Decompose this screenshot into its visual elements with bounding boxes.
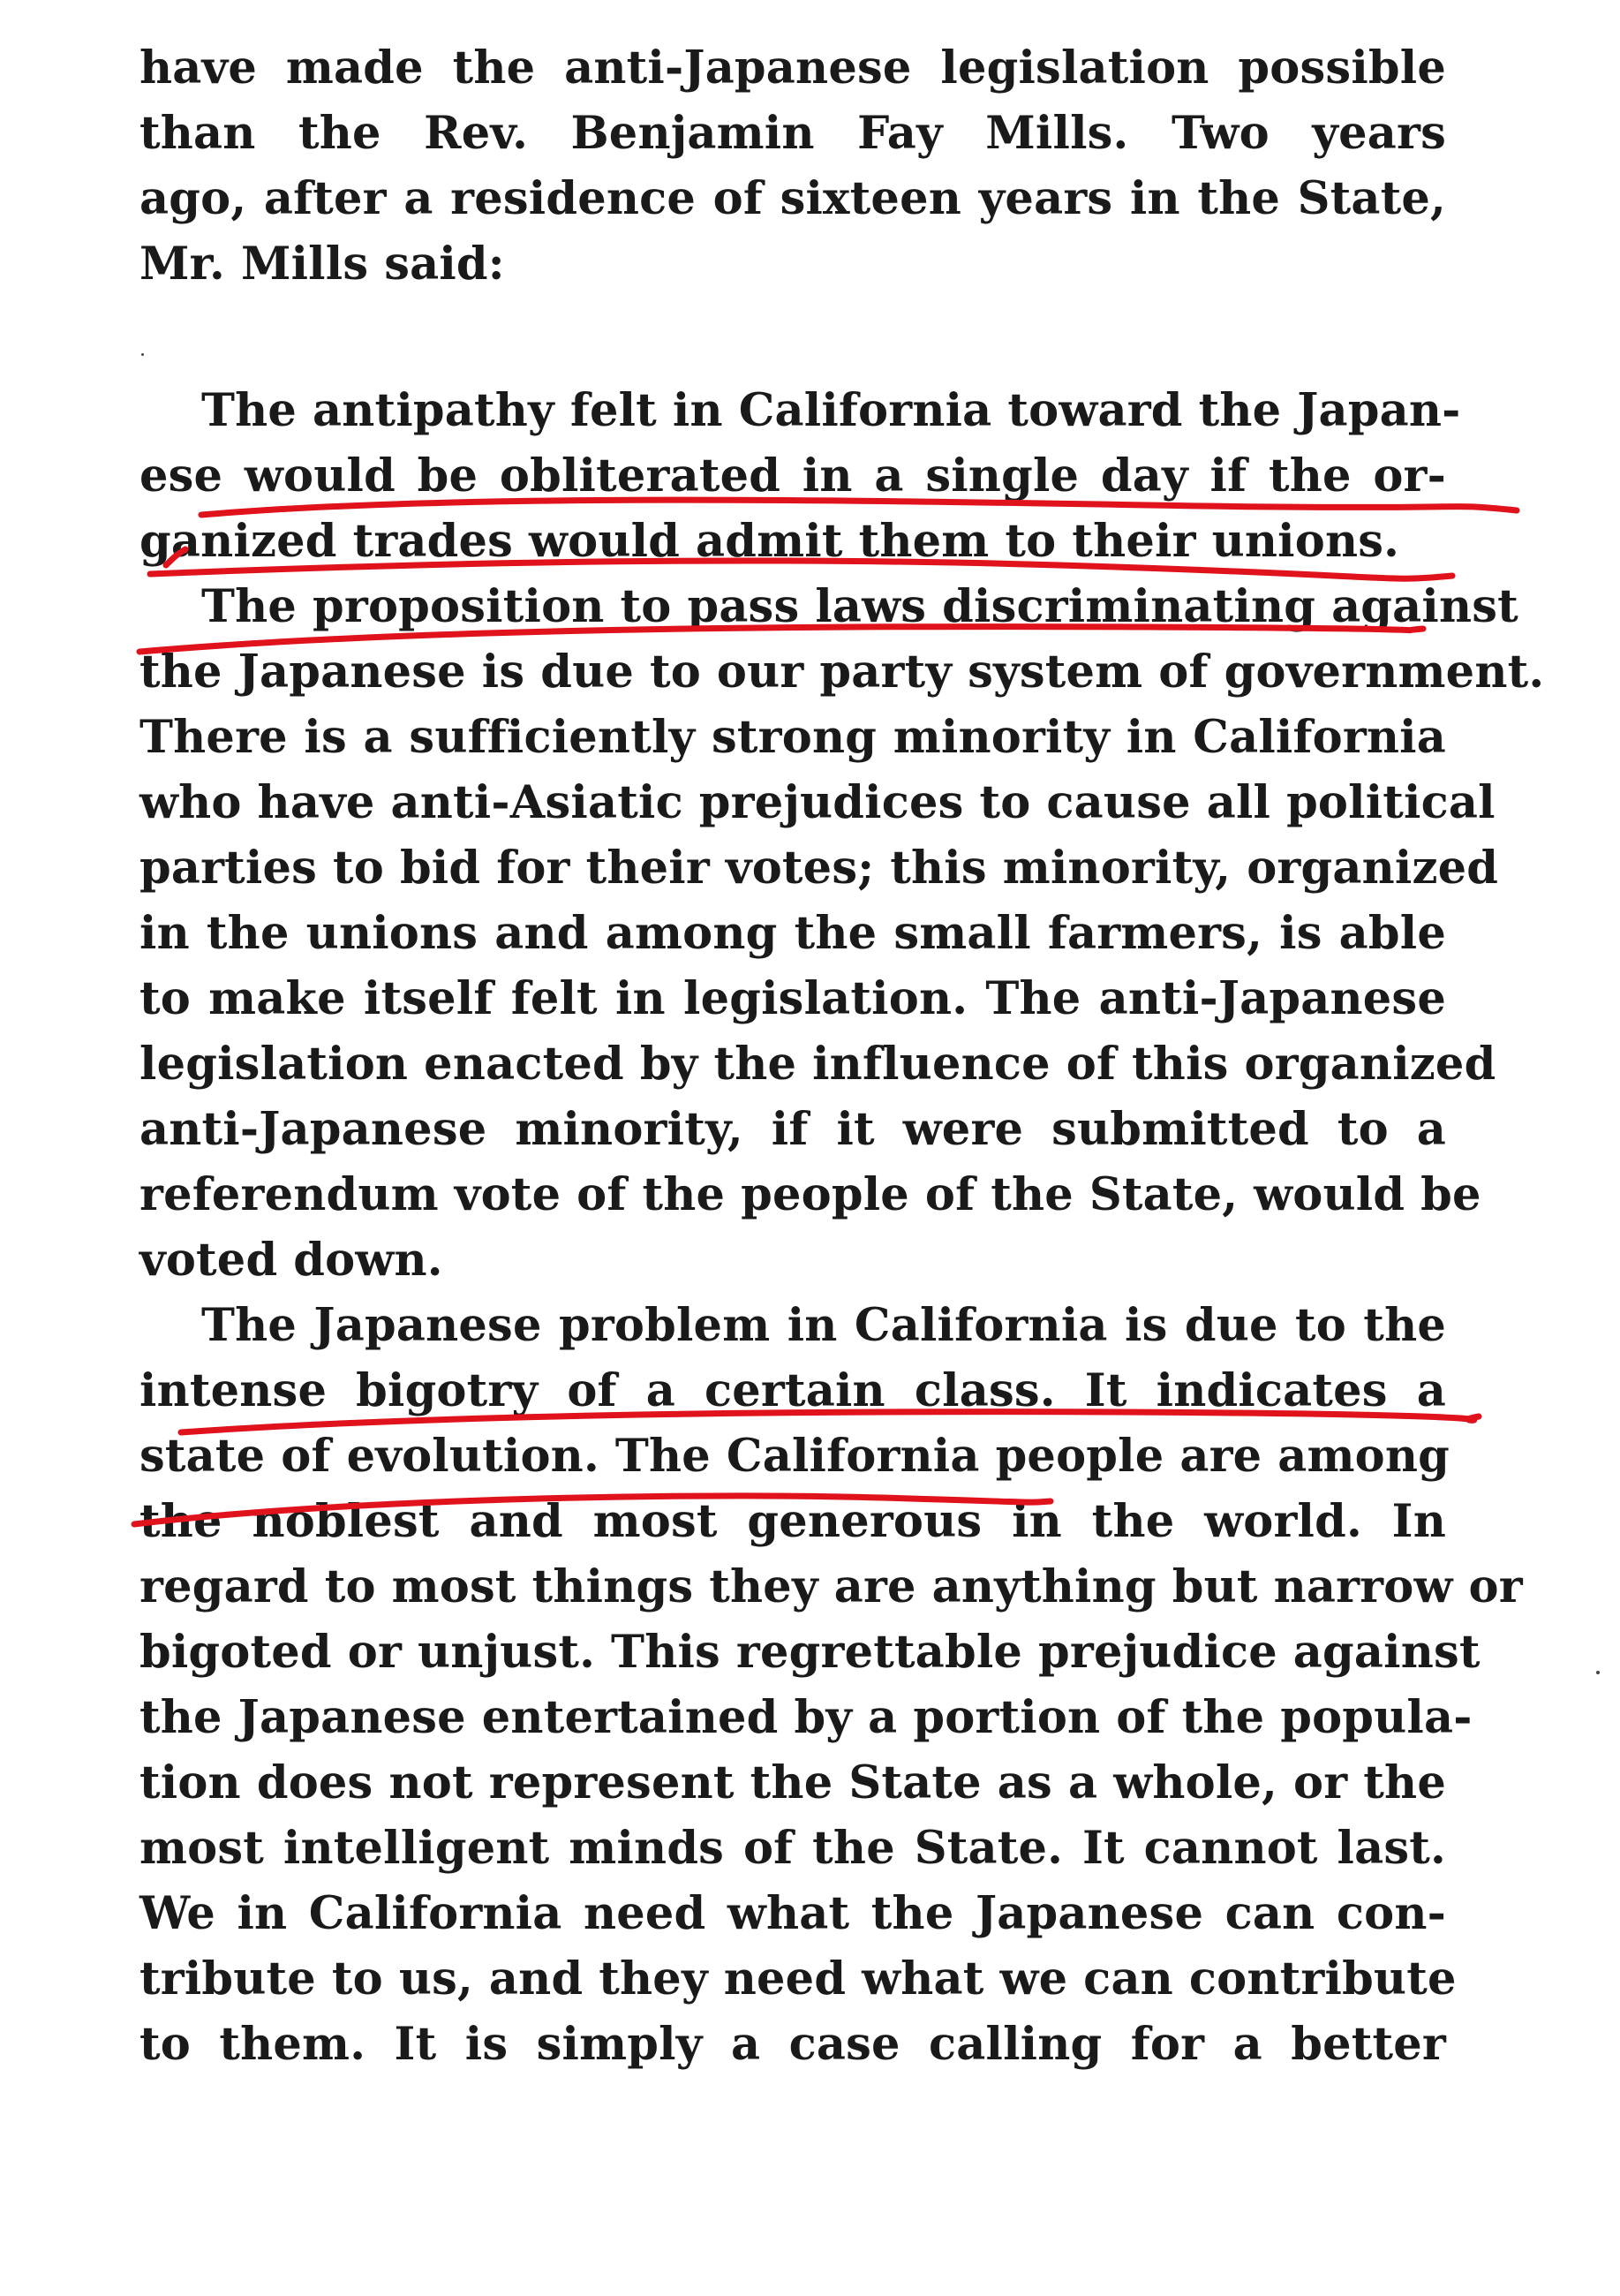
intro-paragraph <box>139 35 1446 297</box>
text-line: ago, after a residence of sixteen years in the State, <box>139 172 1446 225</box>
text-line: tion does not represent the State as a whole, or the <box>139 1756 1446 1809</box>
text-line: state of evolution. The California people are among <box>139 1430 1450 1483</box>
text-line: anti-Japanese minority, if it were submitted to a <box>139 1103 1446 1156</box>
text-line: We in California need what the Japanese can con- <box>139 1887 1446 1940</box>
text-line: most intelligent minds of the State. It cannot last. <box>139 1822 1446 1875</box>
text-line: the noblest and most generous in the world. In <box>139 1495 1446 1548</box>
text-line-underlined: The Japanese problem in California is due to the <box>201 1299 1446 1352</box>
text-line: than the Rev. Benjamin Fay Mills. Two years <box>139 107 1446 160</box>
text-line-underlined: The antipathy felt in California toward the Japan- <box>201 384 1461 437</box>
text-line: regard to most things they are anything but narrow or <box>139 1560 1523 1613</box>
text-line: legislation enacted by the influence of this organized <box>139 1038 1496 1091</box>
text-line: bigoted or unjust. This regrettable prejudice against <box>139 1626 1481 1679</box>
text-line: Mr. Mills said: <box>139 238 505 291</box>
text-line: the Japanese entertained by a portion of the popula- <box>139 1691 1473 1744</box>
text-line: to make itself felt in legislation. The anti-Japanese <box>139 972 1446 1025</box>
text-line: have made the anti-Japanese legislation possible <box>139 42 1446 94</box>
text-line: tribute to us, and they need what we can contribute <box>139 1952 1457 2005</box>
scan-speck <box>1596 1671 1600 1674</box>
text-line-underlined: intense bigotry of a certain class. It indicates a <box>139 1364 1446 1417</box>
text-line-underlined: ese would be obliterated in a single day if the or- <box>139 449 1446 502</box>
text-line: There is a sufficiently strong minority in California <box>139 711 1446 764</box>
quote-paragraph-2 <box>139 574 1545 1293</box>
text-column <box>139 35 1545 2077</box>
scan-speck <box>141 353 144 356</box>
text-line: The proposition to pass laws discriminating against <box>201 580 1518 633</box>
text-line: parties to bid for their votes; this minority, organized <box>139 842 1499 895</box>
text-line: who have anti-Asiatic prejudices to cause all political <box>139 776 1496 829</box>
text-line: referendum vote of the people of the State, would be <box>139 1168 1481 1221</box>
quote-paragraph-3 <box>139 1293 1523 2077</box>
text-line: to them. It is simply a case calling for a better <box>139 2018 1446 2071</box>
text-line: the Japanese is due to our party system of government. <box>139 646 1545 699</box>
quote-paragraph-1 <box>139 378 1461 574</box>
text-line: voted down. <box>139 1234 443 1287</box>
text-line-underlined: ganized trades would admit them to their unions. <box>139 515 1400 568</box>
text-line: in the unions and among the small farmers, is able <box>139 907 1446 960</box>
